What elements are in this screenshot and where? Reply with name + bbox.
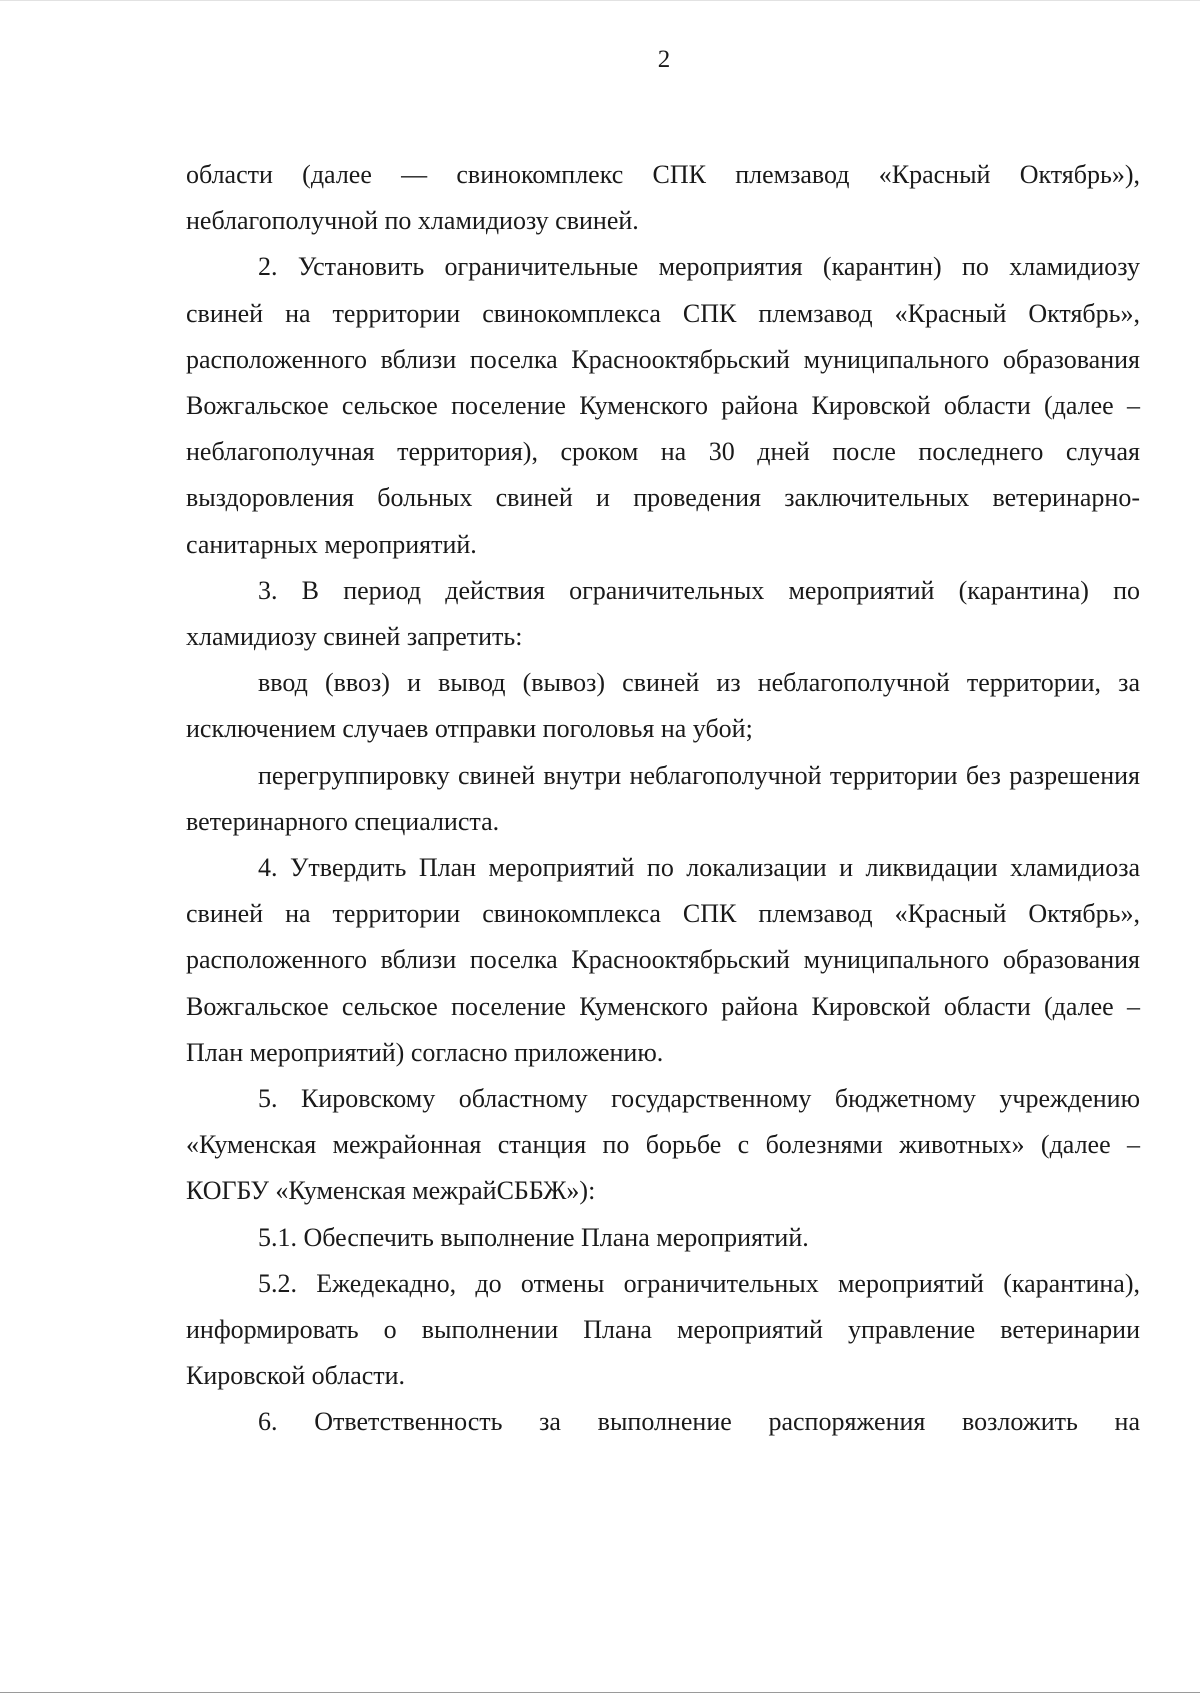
page-top-edge: [0, 0, 1200, 1]
paragraph-item-3-ban-import: ввод (ввоз) и вывод (вывоз) свиней из неблагополучной территории, за исключением случаев отправки поголовья на убой;: [186, 668, 1140, 744]
paragraph-item-3-ban-regroup: перегруппировку свиней внутри неблагополучной территории без разрешения ветеринарного специалиста.: [186, 760, 1140, 836]
document-body: [186, 152, 1140, 1446]
paragraph-item-5-2: 5.2. Ежедекадно, до отмены ограничительных мероприятий (карантина), информировать о выполнении Плана мероприятий управление ветеринарии Кировской области.: [186, 1268, 1140, 1391]
paragraph-item-5: 5. Кировскому областному государственному бюджетному учреждению «Куменская межрайонная станция по борьбе с болезнями животных» (далее – КОГБУ «Куменская межрайСББЖ»):: [186, 1084, 1140, 1206]
page-bottom-edge: [0, 1692, 1200, 1693]
paragraph-item-6: 6. Ответственность за выполнение распоряжения возложить на: [258, 1407, 1140, 1437]
page-number: 2: [657, 46, 671, 73]
paragraph-item-5-1: 5.1. Обеспечить выполнение Плана мероприятий.: [258, 1222, 809, 1252]
paragraph-item-3: 3. В период действия ограничительных мероприятий (карантина) по хламидиозу свиней запретить:: [186, 575, 1140, 652]
paragraph-item-2: 2. Установить ограничительные мероприятия (карантин) по хламидиозу свиней на территории свинокомплекса СПК племзавод «Красный Октябрь», расположенного вблизи поселка Краснооктябрьский муниципального образования Вожгальское сельское поселение Куменского района Кировской области (далее – неблагополучная территория), сроком на 30 дней после последнего случая выздоровления больных свиней и проведения заключительных ветеринарно-санитарных мероприятий.: [186, 252, 1140, 559]
paragraph-continuation: области (далее — свинокомплекс СПК племзавод «Красный Октябрь»), неблагополучной по хламидиозу свиней.: [186, 160, 1140, 236]
paragraph-item-4: 4. Утвердить План мероприятий по локализации и ликвидации хламидиоза свиней на территории свинокомплекса СПК племзавод «Красный Октябрь», расположенного вблизи поселка Краснооктябрьский муниципального образования Вожгальское сельское поселение Куменского района Кировской области (далее – План мероприятий) согласно приложению.: [186, 853, 1140, 1067]
